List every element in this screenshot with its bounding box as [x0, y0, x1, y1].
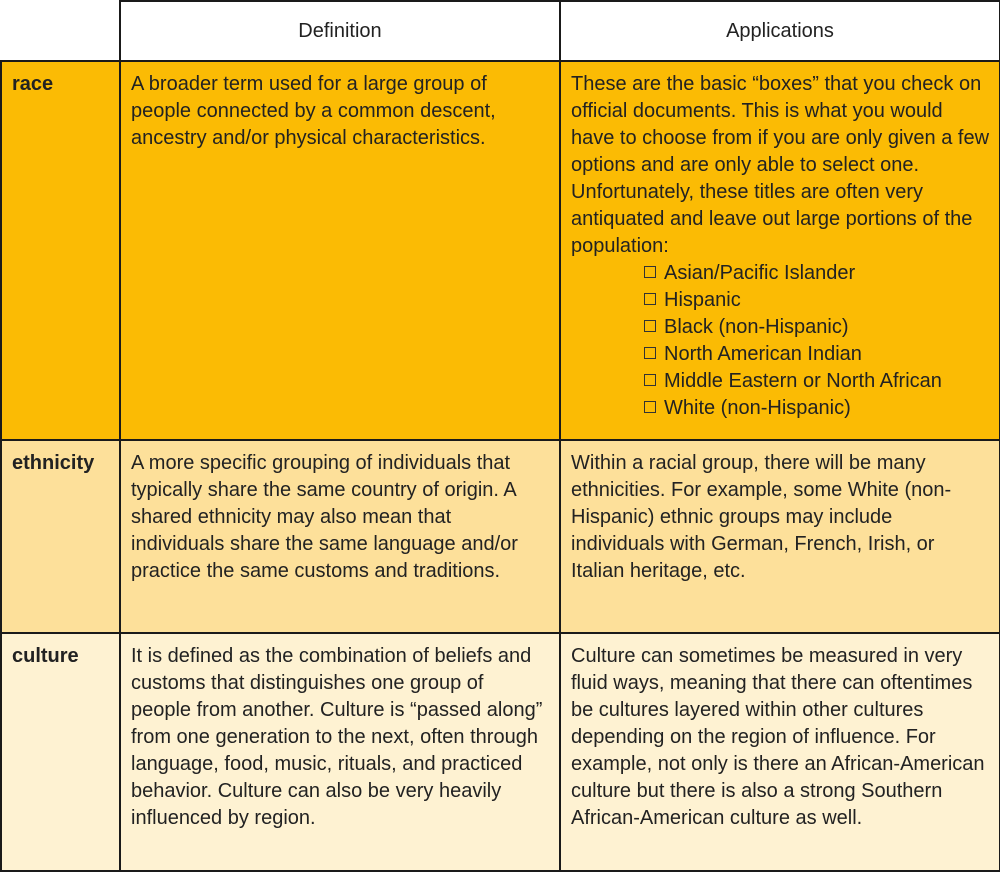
term-cell: culture	[1, 633, 120, 871]
checkbox-icon	[644, 347, 656, 359]
table-row-ethnicity	[1, 440, 1000, 633]
list-item	[644, 314, 989, 341]
list-item	[644, 287, 989, 314]
option-label: Middle Eastern or North African	[664, 370, 942, 392]
application-cell: Within a racial group, there will be many ethnicities. For example, some White (non-Hispanic) ethnic groups may include individuals with German, French, Irish, or Italian heritage, etc.	[560, 440, 1000, 633]
application-cell	[560, 61, 1000, 440]
header-row	[1, 1, 1000, 61]
checkbox-icon	[644, 320, 656, 332]
corner-header-cell	[1, 1, 120, 61]
applications-header: Applications	[560, 1, 1000, 61]
option-label: Black (non-Hispanic)	[664, 316, 849, 338]
checkbox-icon	[644, 266, 656, 278]
table-row-culture	[1, 633, 1000, 871]
list-item	[644, 368, 989, 395]
option-label: Hispanic	[664, 289, 741, 311]
definition-cell: A broader term used for a large group of people connected by a common descent, ancestry and/or physical characteristics.	[120, 61, 560, 440]
term-cell: race	[1, 61, 120, 440]
checkbox-icon	[644, 293, 656, 305]
definition-cell: It is defined as the combination of beliefs and customs that distinguishes one group of people from another. Culture is “passed along” from one generation to the next, often through language, food, music, rituals, and practiced behavior. Culture can also be very heavily influenced by region.	[120, 633, 560, 871]
checkbox-icon	[644, 374, 656, 386]
definition-header: Definition	[120, 1, 560, 61]
checkbox-icon	[644, 401, 656, 413]
option-label: Asian/Pacific Islander	[664, 262, 856, 284]
definition-cell: A more specific grouping of individuals that typically share the same country of origin. A shared ethnicity may also mean that individuals share the same language and/or practice the same customs and traditions.	[120, 440, 560, 633]
option-label: North American Indian	[664, 343, 862, 365]
application-text: These are the basic “boxes” that you check on official documents. This is what you would have to choose from if you are only given a few options and are only able to select one. Unfortunately, these titles are often very antiquated and leave out large portions of the population:	[571, 73, 990, 257]
list-item	[644, 260, 989, 287]
race-options-list	[644, 260, 989, 422]
term-cell: ethnicity	[1, 440, 120, 633]
table-row-race	[1, 61, 1000, 440]
list-item	[644, 395, 989, 422]
application-cell: Culture can sometimes be measured in very fluid ways, meaning that there can oftentimes be cultures layered within other cultures depending on the region of influence. For example, not only is there an African-American culture but there is also a strong Southern African-American culture as well.	[560, 633, 1000, 871]
option-label: White (non-Hispanic)	[664, 397, 851, 419]
list-item	[644, 341, 989, 368]
